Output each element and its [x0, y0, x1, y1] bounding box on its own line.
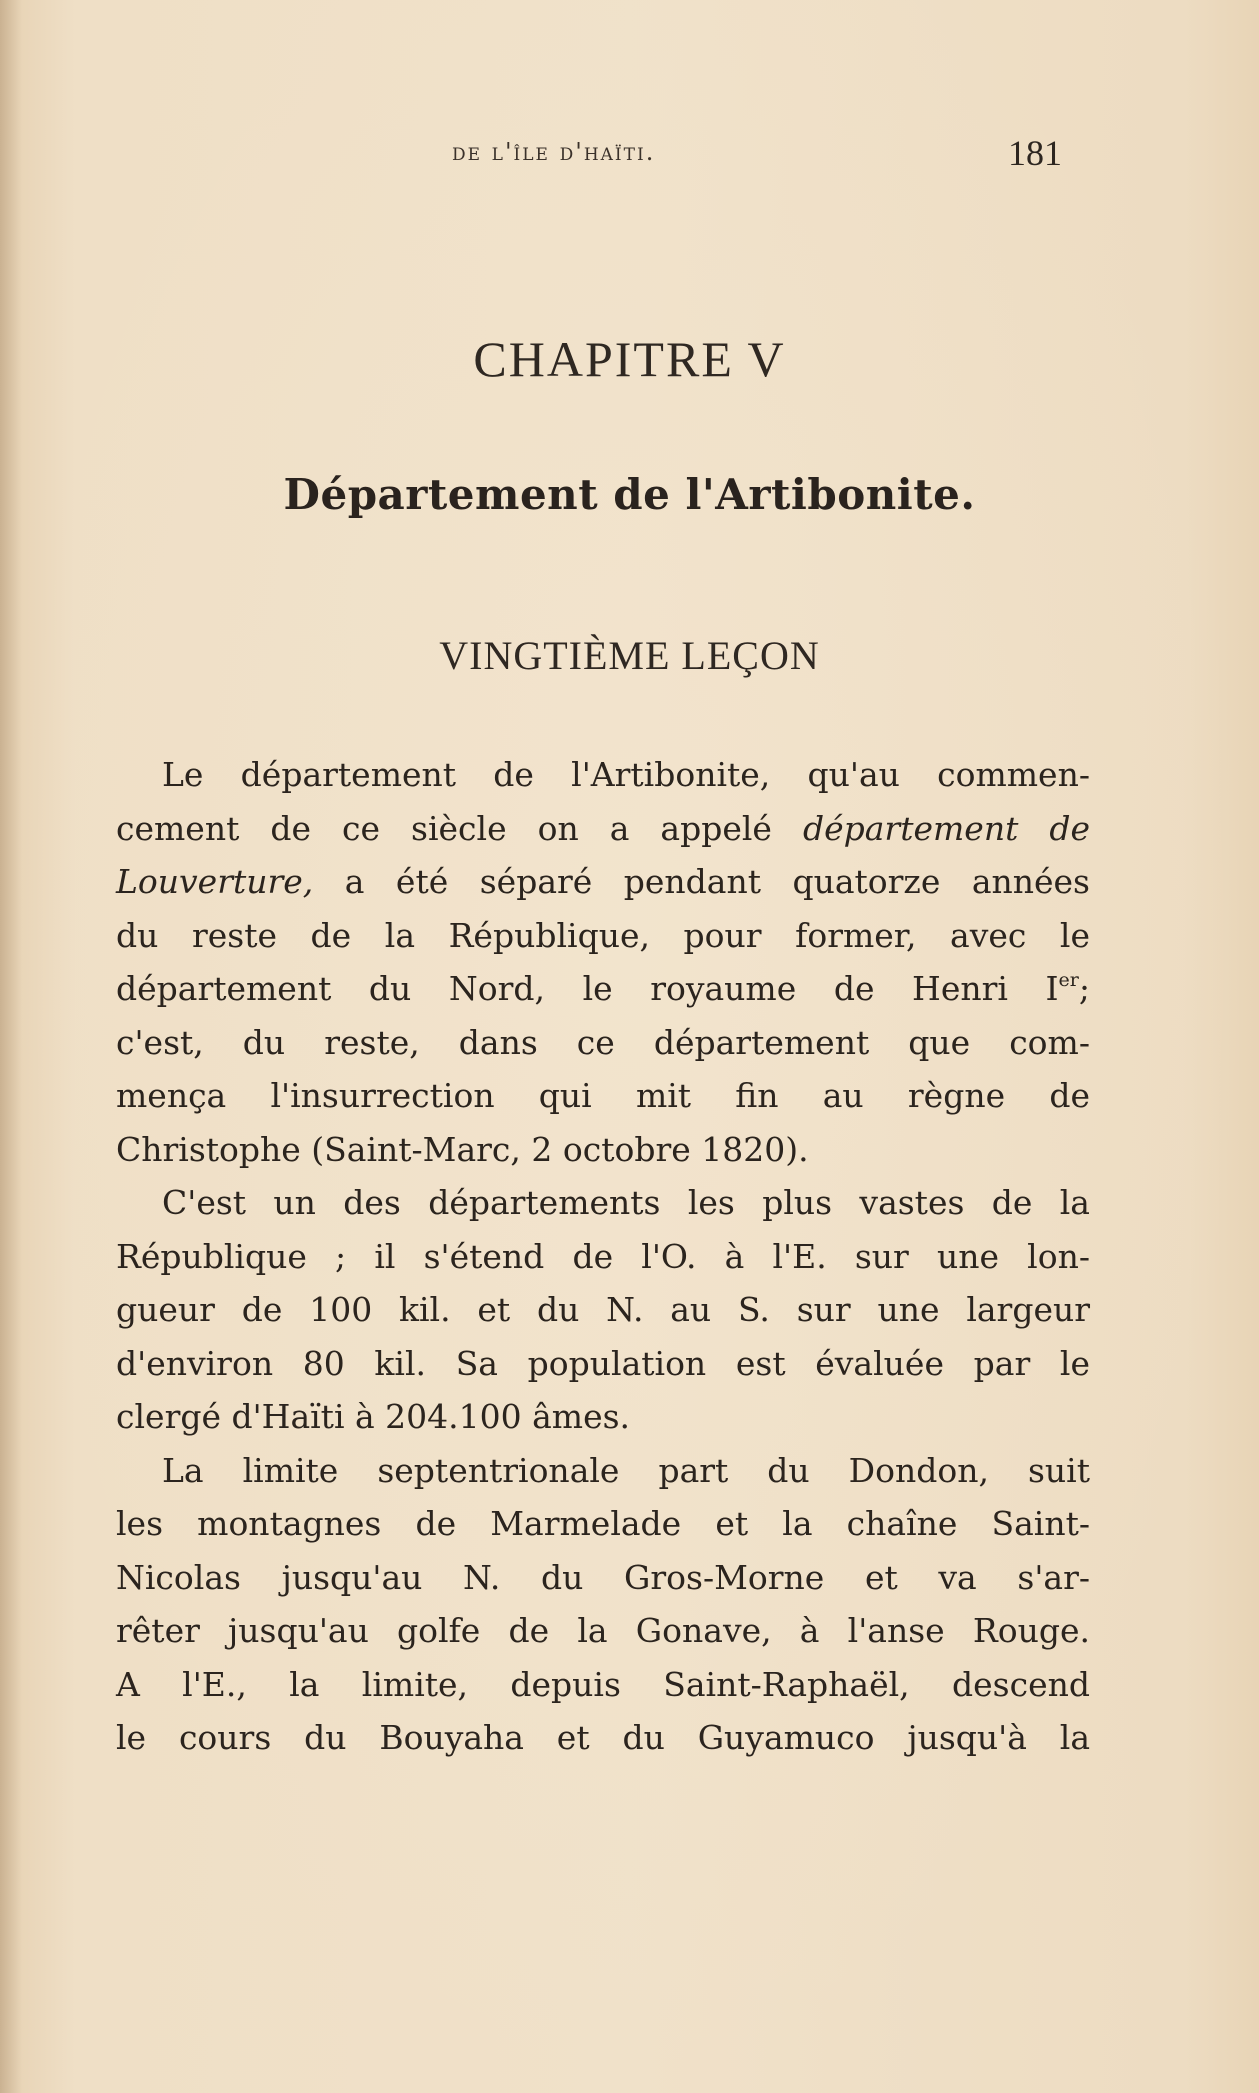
- page-edge-shadow: [0, 0, 22, 2093]
- text-line: La limite septentrionale part du Dondon, suit: [162, 1450, 1090, 1490]
- chapter-heading: CHAPITRE V: [473, 331, 786, 387]
- text-line: les montagnes de Marmelade et la chaîne Saint-: [116, 1504, 1090, 1543]
- text-line: C'est un des départements les plus vastes de la: [162, 1183, 1090, 1222]
- text-line: [116, 802, 1090, 856]
- text-segment: département du Nord, le royaume de Henri I: [116, 969, 1059, 1008]
- superscript: er: [1058, 969, 1079, 991]
- text-line: Le département de l'Artibonite, qu'au commen-: [162, 755, 1090, 794]
- text-segment: cement de ce siècle on a appelé: [116, 808, 772, 848]
- running-header: [0, 132, 1259, 172]
- text-line: c'est, du reste, dans ce département que com-: [116, 1022, 1090, 1062]
- text-line: Nicolas jusqu'au N. du Gros-Morne et va s'ar-: [116, 1557, 1090, 1597]
- text-line: rêter jusqu'au golfe de la Gonave, à l'anse Rouge.: [116, 1611, 1090, 1650]
- italic-term: Louverture,: [116, 862, 314, 901]
- text-line: République ; il s'étend de l'O. à l'E. sur une lon-: [116, 1236, 1090, 1276]
- text-line: [116, 962, 1090, 1016]
- page-number: 181: [1008, 133, 1062, 173]
- text-line: Christophe (Saint-Marc, 2 octobre 1820).: [116, 1129, 809, 1169]
- text-segment: a été séparé pendant quatorze années: [344, 862, 1090, 901]
- department-title: Département de l'Artibonite.: [283, 470, 976, 519]
- text-line: A l'E., la limite, depuis Saint-Raphaël, descend: [116, 1664, 1090, 1704]
- body-text: [116, 748, 1090, 1765]
- text-line: clergé d'Haïti à 204.100 âmes.: [116, 1397, 631, 1436]
- text-line: du reste de la République, pour former, avec le: [116, 915, 1090, 955]
- text-line: gueur de 100 kil. et du N. au S. sur une largeur: [116, 1290, 1090, 1329]
- lesson-title: VINGTIÈME LEÇON: [439, 633, 820, 678]
- text-line: le cours du Bouyaha et du Guyamuco jusqu'à la: [116, 1718, 1090, 1757]
- text-line: [116, 855, 1090, 909]
- text-line: d'environ 80 kil. Sa population est évaluée par le: [116, 1343, 1090, 1383]
- italic-term: département de: [802, 808, 1090, 848]
- text-segment: ;: [1078, 969, 1090, 1008]
- running-title: de l'île d'haïti.: [452, 138, 656, 166]
- text-line: mença l'insurrection qui mit fin au règne de: [116, 1076, 1090, 1115]
